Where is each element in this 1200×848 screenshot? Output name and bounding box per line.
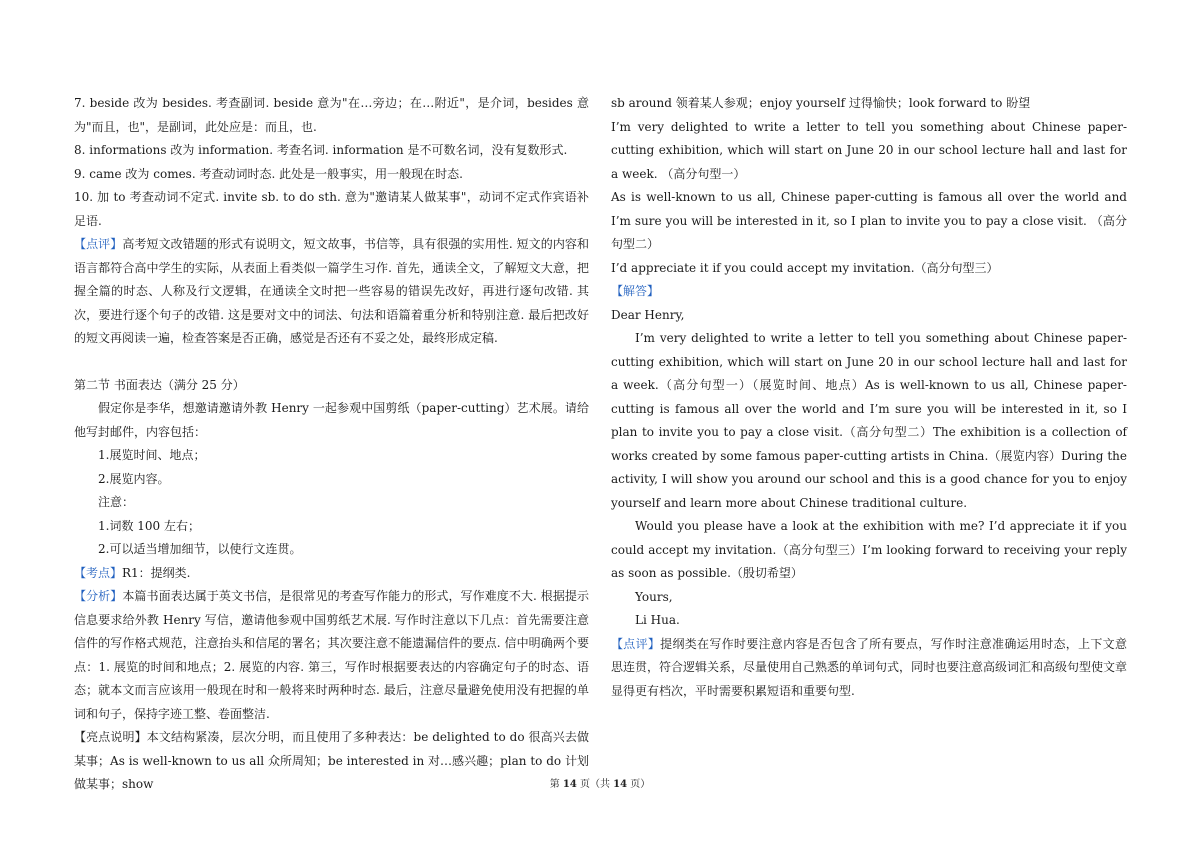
- correction-9: 9. came 改为 comes. 考查动词时态. 此处是一般事实，用一般现在时态.: [74, 166, 463, 181]
- sentence-pattern-2: As is well-known to us all, Chinese paper-cutting is famous all over the world and I’m sure you will be interested in it, so I plan to invite you to pay a close visit. （高分句型二）: [611, 190, 1127, 251]
- footer-prefix: 第: [549, 779, 563, 790]
- point-paragraph: [74, 562, 589, 586]
- note-item-2: 2.可以适当增加细节，以使行文连贯。: [98, 542, 302, 556]
- review-paragraph: [74, 233, 589, 351]
- sentence-pattern-1: I’m very delighted to write a letter to tell you something about Chinese paper-cutting exhibition, which will start on June 20 in our school lecture hall and last for a week. （高分句型一）: [611, 119, 1127, 181]
- letter-signature: Li Hua.: [635, 613, 680, 627]
- correction-7: 7. beside 改为 besides. 考查副词. beside 意为"在…旁边；在…附近"，是介词，besides 意为"而且，也"，是副词，此处应是：而且，也.: [74, 96, 589, 134]
- prompt-item-1: 1.展览时间、地点；: [98, 448, 206, 462]
- section-title: 第二节 书面表达（满分 25 分）: [74, 377, 245, 392]
- writing-prompt: 假定你是李华，想邀请邀请外教 Henry 一起参观中国剪纸（paper-cutting）艺术展。请给他写封邮件，内容包括：: [74, 401, 589, 439]
- footer-suffix: 页）: [627, 779, 651, 790]
- highlight-text: 本文结构紧凑，层次分明，而且使用了多种表达：be delighted to do 很高兴去做某事；As is well-known to us all 众所周知；be interested in 对…感兴趣；plan to do 计划做某事；show: [74, 730, 589, 791]
- correction-8: 8. informations 改为 information. 考查名词. information 是不可数名词，没有复数形式.: [74, 143, 568, 157]
- letter-greeting: Dear Henry,: [611, 307, 685, 322]
- highlight-continued: sb around 领着某人参观；enjoy yourself 过得愉快；look forward to 盼望: [611, 96, 1031, 110]
- left-column: [74, 92, 589, 797]
- final-review-tag: 【点评】: [611, 636, 661, 651]
- highlight-tag: 【亮点说明】: [74, 730, 147, 744]
- point-text: R1：提纲类.: [122, 565, 191, 580]
- prompt-item-2: 2.展览内容。: [98, 471, 170, 486]
- answer-tag: 【解答】: [611, 284, 660, 298]
- final-review-paragraph: [611, 633, 1127, 704]
- final-review-text: 提纲类在写作时要注意内容是否包含了所有要点，写作时注意准确运用时态，上下文意思连贯，符合逻辑关系，尽量使用自己熟悉的单词句式，同时也要注意高级词汇和高级句型使文章显得更有档次，平时需要积累短语和重要句型.: [611, 636, 1128, 698]
- note-item-1: 1.词数 100 左右；: [98, 518, 200, 533]
- analysis-paragraph: [74, 585, 589, 726]
- point-tag: 【考点】: [74, 565, 123, 580]
- spacer: [74, 351, 589, 374]
- note-label: 注意：: [98, 495, 135, 509]
- letter-paragraph-2: Would you please have a look at the exhibition with me? I’d appreciate it if you could accept my invitation.（高分句型三）I’m looking forward to receiving your reply as soon as possible.（殷切希望）: [611, 519, 1127, 580]
- letter-paragraph-1: I’m very delighted to write a letter to tell you something about Chinese paper-cutting exhibition, which will start on June 20 in our school lecture hall and last for a week.（高分句型一）（展览时间、地点）As is well-known to us all, Chinese paper-cutting is famous all over the world and I’m sure you will be interested in it, so I plan to invite you to pay a close visit.（高分句型二）The exhibition is a collection of works created by some famous paper-cutting artists in China.（展览内容）During the activity, I will show you around our school and this is a good chance for you to enjoy yourself and learn more about Chinese traditional culture.: [611, 331, 1127, 510]
- letter-closing: Yours,: [635, 589, 673, 604]
- review-tag: 【点评】: [74, 237, 123, 251]
- footer-middle: 页（共: [576, 779, 614, 790]
- right-column: [611, 92, 1127, 703]
- analysis-text: 本篇书面表达属于英文书信，是很常见的考查写作能力的形式，写作难度不大. 根据提示信息要求给外教 Henry 写信，邀请他参观中国剪纸艺术展. 写作时注意以下几点：首先需要注意信件的写作格式规范，注意抬头和信尾的署名；其次要注意不能遗漏信件的要点. 信中明确两个要点：1. 展览的时间和地点；2. 展览的内容. 第三，写作时根据要表达的内容确定句子的时态、语态；就本文而言应该用一般现在时和一般将来时两种时态. 最后，注意尽量避免使用没有把握的单词和句子，保持字迹工整、卷面整洁.: [74, 589, 589, 721]
- page-number: 14: [562, 779, 577, 790]
- page-total: 14: [613, 779, 628, 790]
- correction-10: 10. 加 to 考查动词不定式. invite sb. to do sth. 意为"邀请某人做某事"，动词不定式作宾语补足语.: [74, 190, 589, 228]
- page-footer: [0, 775, 1200, 790]
- sentence-pattern-3: I’d appreciate it if you could accept my invitation.（高分句型三）: [611, 260, 999, 275]
- review-text: 高考短文改错题的形式有说明文，短文故事，书信等，具有很强的实用性. 短文的内容和语言都符合高中学生的实际，从表面上看类似一篇学生习作. 首先，通读全文，了解短文大意，把握全篇的时态、人称及行文逻辑，在通读全文时把一些容易的错误先改好，再进行逐句改错. 其次，要进行逐个句子的改错. 这是要对文中的词法、句法和语篇着重分析和特别注意. 最后把改好的短文再阅读一遍，检查答案是否正确，感觉是否还有不妥之处，最终形成定稿.: [74, 237, 589, 345]
- analysis-tag: 【分析】: [74, 589, 123, 603]
